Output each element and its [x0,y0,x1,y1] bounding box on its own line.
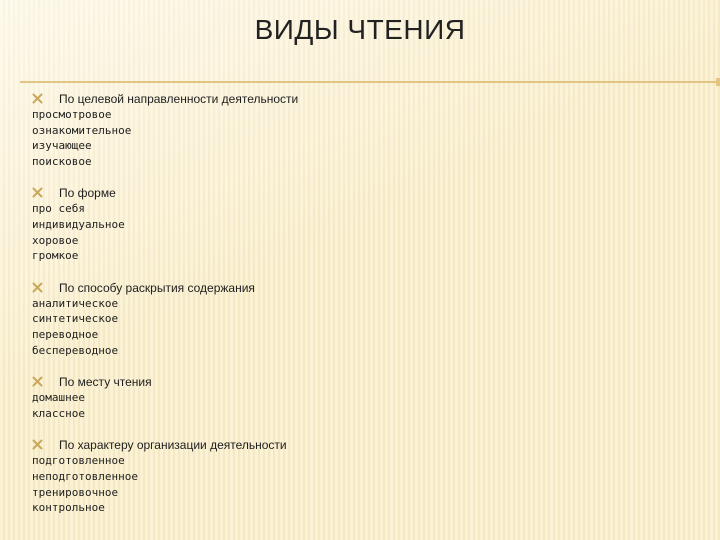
section-items [32,453,692,515]
list-item: громкое [32,249,79,263]
x-bullet-icon [32,282,43,293]
section-items [32,296,692,358]
slide-title: ВИДЫ ЧТЕНИЯ [254,14,466,45]
list-item: синтетическое [32,312,119,326]
section-items [32,390,692,421]
list-item: индивидуальное [32,217,125,231]
list-item: поисковое [32,154,92,168]
section-heading-label: По способу раскрытия содержания [59,280,255,295]
section-purpose [32,91,692,169]
section-form [32,185,692,263]
list-item: подготовленное [32,454,125,468]
list-item: просмотровое [32,108,112,121]
list-item: беспереводное [32,343,119,357]
list-item: домашнее [32,391,85,405]
x-bullet-icon [32,93,43,104]
divider-end-mark [716,78,720,86]
section-heading-label: По целевой направленности деятельности [59,92,299,106]
section-heading [32,185,692,201]
title-divider [20,81,720,83]
list-item: ознакомительное [32,123,132,137]
list-item: неподготовленное [32,469,138,483]
section-organization [32,437,692,515]
list-item: изучающее [32,139,92,153]
x-bullet-icon [32,376,43,387]
section-items [32,107,692,169]
list-item: хоровое [32,233,79,247]
x-bullet-icon [32,187,43,198]
section-items [32,201,692,263]
list-item: переводное [32,327,99,341]
section-heading [32,437,692,453]
list-item: аналитическое [32,296,119,310]
list-item: тренировочное [32,485,119,499]
slide-content [32,91,692,516]
list-item: про себя [32,202,85,216]
section-place [32,374,692,421]
section-heading-label: По форме [59,186,116,201]
x-bullet-icon [32,439,43,450]
section-heading [32,91,692,107]
list-item: классное [32,406,85,420]
section-heading-label: По месту чтения [59,375,152,390]
list-item: контрольное [32,501,105,515]
section-heading-label: По характеру организации деятельности [59,438,287,453]
section-method [32,280,692,358]
section-heading [32,280,692,296]
section-heading [32,374,692,390]
